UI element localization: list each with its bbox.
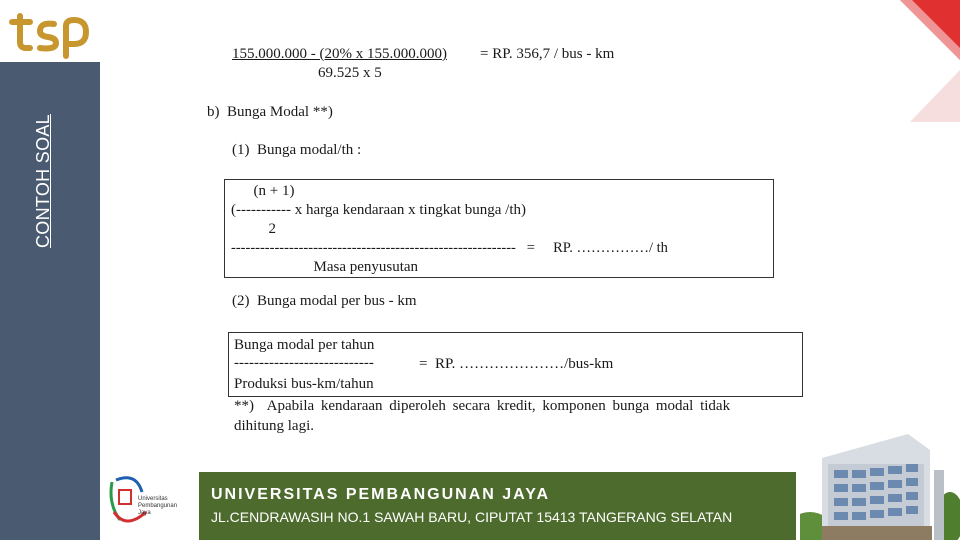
box2-line-3: Produksi bus-km/tahun: [234, 376, 374, 392]
sidebar: [0, 0, 100, 540]
subsection-1-heading: (1) Bunga modal/th :: [232, 142, 362, 158]
formula-denominator: 69.525 x 5: [318, 65, 382, 81]
subsection-2-heading: (2) Bunga modal per bus - km: [232, 293, 417, 309]
box1-line-4: ----------------------------------------------------------- = RP. ……………/ th: [231, 240, 668, 256]
corner-decoration-lower: [910, 70, 960, 122]
university-name: UNIVERSITAS PEMBANGUNAN JAYA: [211, 486, 551, 503]
box2-line-1: Bunga modal per tahun: [234, 337, 375, 353]
note-line-1: **) Apabila kendaraan diperoleh secara kredit, komponen bunga modal tidak: [234, 398, 731, 414]
formula-numerator: 155.000.000 - (20% x 155.000.000): [232, 46, 447, 62]
upj-logo-text: Universitas Pembangunan Jaya: [138, 496, 178, 516]
box2-line-2: ----------------------------: [234, 355, 374, 371]
box1-line-3: 2: [231, 221, 276, 237]
formula-box-2: [228, 332, 803, 397]
footer-bar: [199, 472, 796, 540]
box1-line-1: (n + 1): [231, 183, 295, 199]
upj-logo-icon: [106, 472, 196, 538]
corner-decoration: [900, 0, 960, 60]
formula-box-1: [224, 179, 774, 278]
note-line-2: dihitung lagi.: [234, 418, 314, 434]
box2-result: = RP. …………………/bus-km: [419, 356, 614, 372]
formula-result: = RP. 356,7 / bus - km: [480, 46, 615, 62]
box1-line-2: (----------- x harga kendaraan x tingkat bunga /th): [231, 202, 527, 218]
tsp-logo-icon: [8, 12, 92, 60]
building-photo: [800, 430, 960, 540]
university-address: JL.CENDRAWASIH NO.1 SAWAH BARU, CIPUTAT 15413 TANGERANG SELATAN: [211, 509, 733, 525]
slide-title: CONTOH SOAL: [33, 114, 53, 248]
box1-line-5: Masa penyusutan: [231, 259, 419, 275]
section-heading: b) Bunga Modal **): [207, 104, 333, 120]
